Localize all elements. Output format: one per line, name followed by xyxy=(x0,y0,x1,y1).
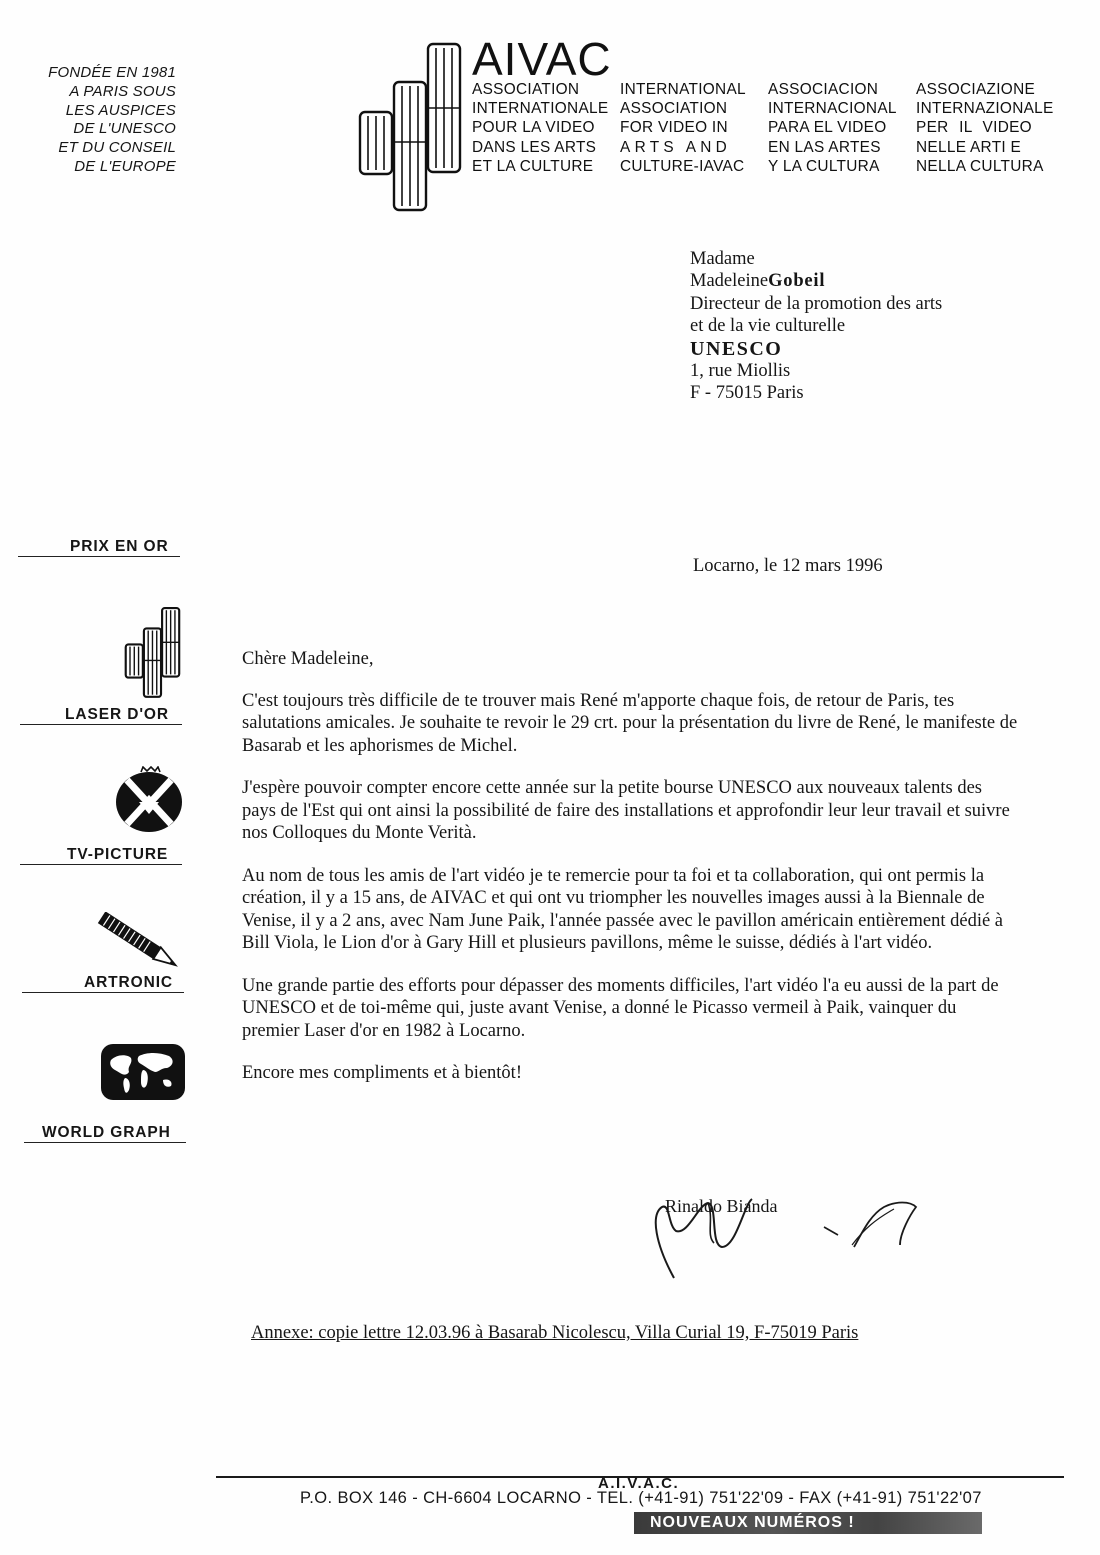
pencil-icon xyxy=(90,912,186,972)
founded-line: LES AUSPICES xyxy=(65,101,176,119)
divider xyxy=(20,864,182,865)
recipient-name xyxy=(690,270,942,292)
letter-paragraph: J'espère pouvoir compter encore cette année sur la petite bourse UNESCO aux nouveaux talents des pays de l'Est qui ont ainsi la possibilité de faire des installations et approfondir leur leur travail et suivre nos Colloques du Monte Verità. xyxy=(242,778,1010,843)
column-line: PARA EL VIDEO xyxy=(768,119,887,137)
column-french xyxy=(472,80,608,176)
signer-name: Rinaldo Bianda xyxy=(665,1196,778,1216)
letter-paragraph: Une grande partie des efforts pour dépasser des moments difficiles, l'art vidéo l'a eu aussi de la part de UNESCO et de toi-même qui, juste avant Venise, a donné le Picasso vermeil à Paik, vainquer du premier Laser d'or en 1982 à Locarno. xyxy=(242,975,999,1041)
aivac-logo-icon xyxy=(358,42,464,214)
recipient-address xyxy=(690,248,942,405)
awards-heading: PRIX EN OR xyxy=(70,538,169,555)
column-line: INTERNATIONAL xyxy=(620,81,746,98)
recipient-role: Directeur de la promotion des arts xyxy=(690,293,943,314)
award-label: LASER D'OR xyxy=(65,706,169,723)
recipient-role: et de la vie culturelle xyxy=(690,316,846,337)
column-english xyxy=(620,80,746,176)
divider xyxy=(18,556,180,557)
column-line: INTERNAZIONALE xyxy=(916,100,1054,118)
salutation: Chère Madeleine, xyxy=(242,649,374,669)
founded-note xyxy=(10,64,176,177)
divider xyxy=(22,992,184,993)
column-line: ET LA CULTURE xyxy=(472,157,594,175)
letter-date: Locarno, le 12 mars 1996 xyxy=(693,556,883,576)
column-line: ASSOCIATION xyxy=(620,100,728,118)
column-line: FOR VIDEO IN xyxy=(620,119,728,137)
column-line: DANS LES ARTS xyxy=(472,138,597,156)
recipient-last-name: Gobeil xyxy=(768,271,826,292)
recipient-organization: UNESCO xyxy=(690,337,783,360)
annex-note: Annexe: copie lettre 12.03.96 à Basarab Nicolescu, Villa Curial 19, F-75019 Paris xyxy=(251,1323,859,1343)
column-line: NELLA CULTURA xyxy=(916,157,1044,175)
column-line: NELLE ARTI E xyxy=(916,138,1022,156)
column-line: INTERNACIONAL xyxy=(768,100,897,118)
founded-line: FONDÉE EN 1981 xyxy=(48,64,176,81)
closing-line: Encore mes compliments et à bientôt! xyxy=(242,1063,522,1083)
column-line: EN LAS ARTES xyxy=(768,138,881,156)
recipient-city: F - 75015 Paris xyxy=(690,383,804,404)
footer-organization: A.I.V.A.C. xyxy=(598,1475,680,1492)
tv-picture-icon xyxy=(113,766,185,834)
recipient-street: 1, rue Miollis xyxy=(690,361,791,382)
founded-line: ET DU CONSEIL xyxy=(58,139,176,157)
column-line: INTERNATIONALE xyxy=(472,100,609,118)
column-line: ARTS AND xyxy=(620,138,732,156)
new-numbers-stamp: NOUVEAUX NUMÉROS ! xyxy=(634,1512,982,1534)
letter-paragraph: C'est toujours très difficile de te trouver mais René m'apporte chaque fois, de retour de Paris, tes salutations amicales. Je souhaite te revoir le 29 crt. pour la présentation du livre de René, le manifeste de Basarab et les aphorismes de Michel. xyxy=(242,690,1018,756)
column-line: CULTURE-IAVAC xyxy=(620,157,745,175)
award-label: ARTRONIC xyxy=(84,974,173,991)
column-line: ASSOCIATION xyxy=(472,81,580,98)
column-italian xyxy=(916,80,1054,176)
column-line: PER IL VIDEO xyxy=(916,119,1032,137)
award-label: TV-PICTURE xyxy=(67,846,169,863)
founded-line: DE L'UNESCO xyxy=(73,120,176,138)
column-line: ASSOCIAZIONE xyxy=(916,81,1036,98)
column-line: Y LA CULTURA xyxy=(768,157,880,175)
column-line: POUR LA VIDEO xyxy=(472,119,595,137)
award-label: WORLD GRAPH xyxy=(42,1124,171,1141)
divider xyxy=(24,1142,186,1143)
letter-body xyxy=(242,648,1018,1105)
divider xyxy=(20,724,182,725)
column-spanish xyxy=(768,80,897,176)
recipient-first-name: Madeleine xyxy=(690,271,769,292)
footer-address: P.O. BOX 146 - CH-6604 LOCARNO - TEL. (+41-91) 751'22'09 - FAX (+41-91) 751'22'07 xyxy=(300,1489,982,1507)
aivac-logo-icon xyxy=(124,607,182,699)
founded-line: DE L'EUROPE xyxy=(74,157,176,175)
logo-wordmark: AIVAC xyxy=(472,33,612,85)
founded-line: A PARIS SOUS xyxy=(69,82,176,100)
letter-paragraph: Au nom de tous les amis de l'art vidéo je te remercie pour ta foi et ta collaboration, qui ont permis la création, il y a 15 ans, de AIVAC et qui ont vu triompher les nouvelles images aussi à la Biennale de Venise, il y a 2 ans, avec Nam June Paik, l'année passée avec le pavillon américain entièrement dédié à Bill Viola, le Lion d'or à Gary Hill et plusieurs pavillons, même le suisse, dédiés à l'art vidéo. xyxy=(242,865,1004,953)
world-map-icon xyxy=(99,1042,187,1102)
recipient-title: Madame xyxy=(690,249,755,269)
language-columns xyxy=(472,80,1062,180)
column-line: ASSOCIACION xyxy=(768,81,879,98)
